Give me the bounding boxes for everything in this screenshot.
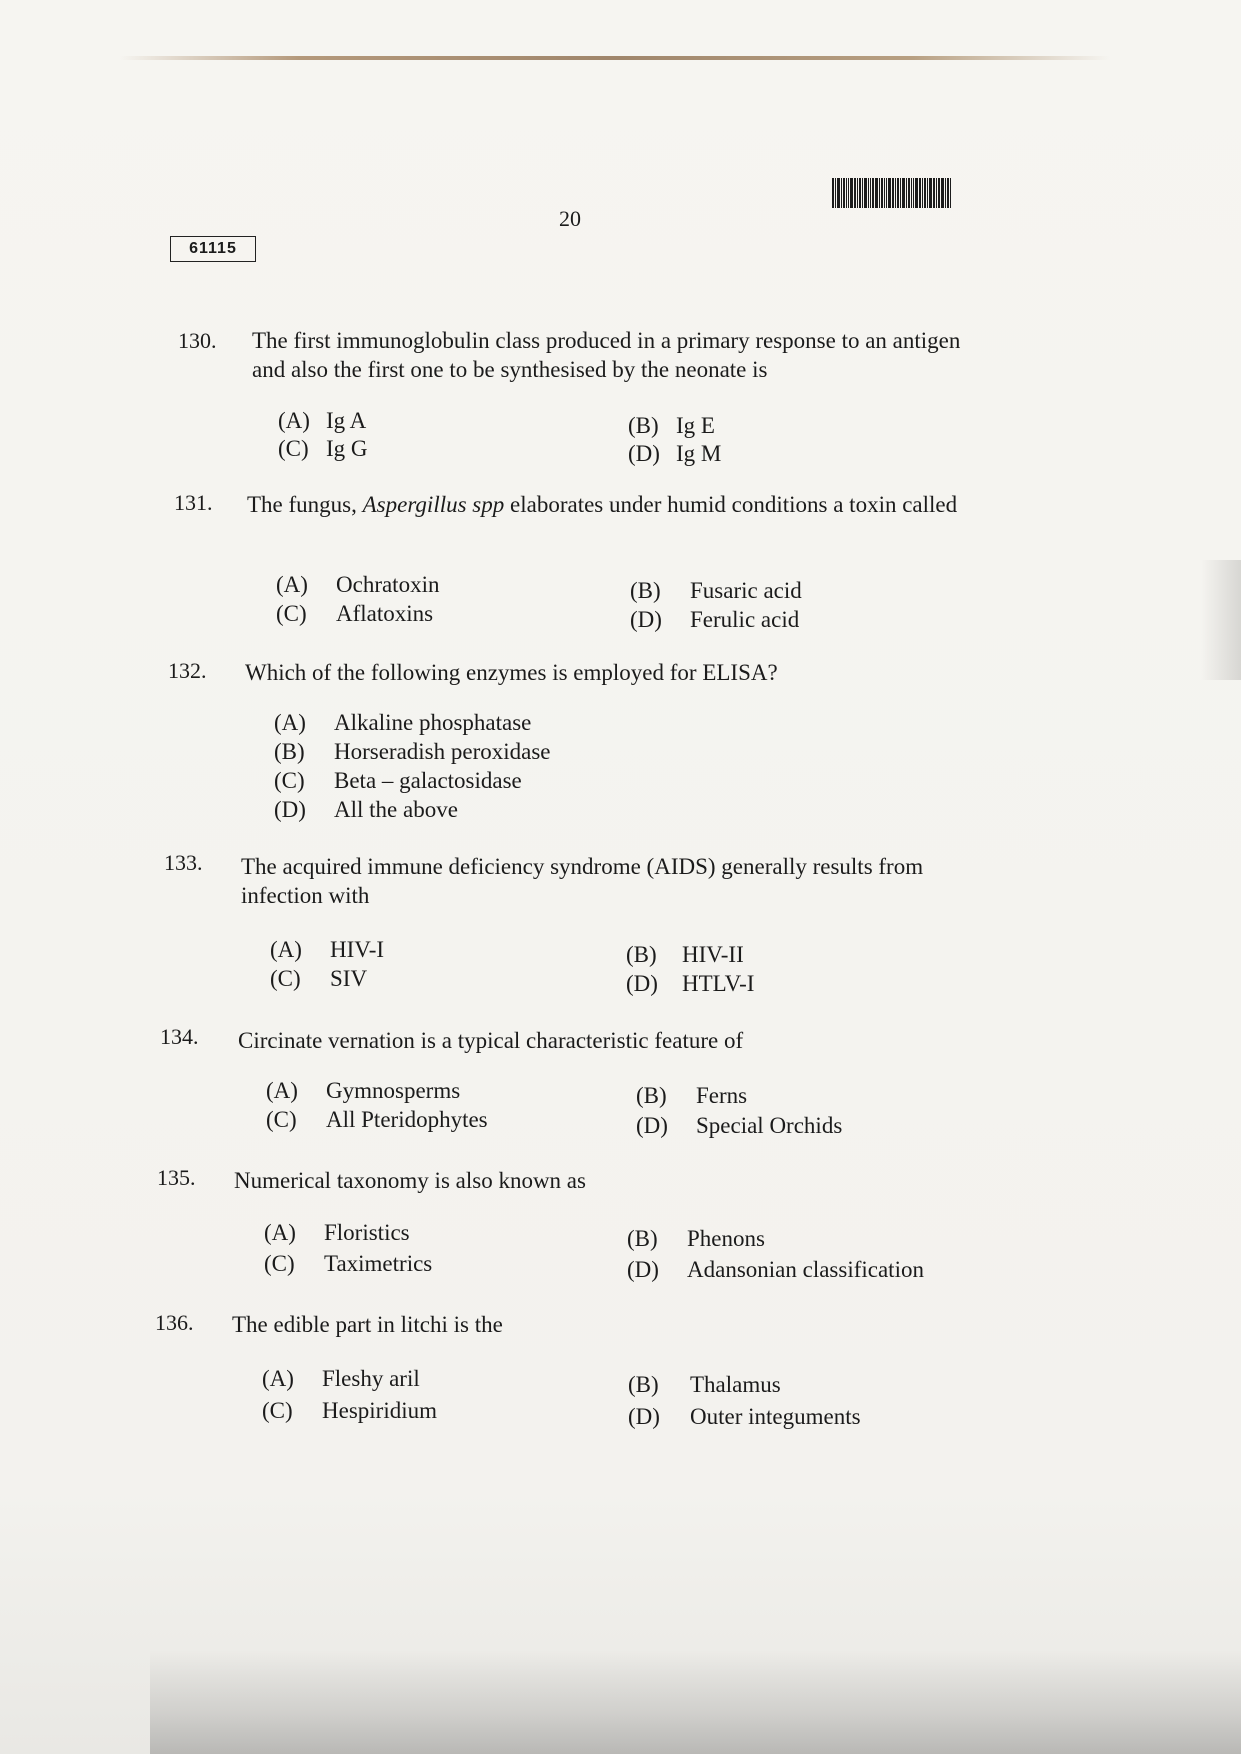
- option-b: [628, 1372, 781, 1398]
- page-number: 20: [559, 206, 581, 231]
- bottom-scan-shadow: [150, 1650, 1241, 1754]
- option-label: (B): [628, 413, 659, 438]
- option-text: Ig A: [326, 408, 367, 433]
- option-a: [278, 408, 366, 434]
- option-c: [278, 436, 368, 462]
- option-label: (C): [276, 601, 307, 626]
- option-text: Horseradish peroxidase: [334, 739, 551, 764]
- option-label: (A): [278, 408, 310, 433]
- option-text: Ochratoxin: [336, 572, 440, 597]
- option-d: [627, 1257, 924, 1283]
- question-text: The fungus, Aspergillus spp elaborates under humid conditions a toxin called: [247, 492, 958, 517]
- option-text: Ig G: [326, 436, 368, 461]
- option-label: (A): [266, 1078, 298, 1103]
- option-text: Phenons: [687, 1226, 765, 1251]
- option-d: [628, 1404, 861, 1430]
- option-label: (A): [276, 572, 308, 597]
- option-label: (B): [626, 942, 657, 967]
- option-label: (D): [628, 441, 660, 466]
- option-b: [630, 578, 802, 604]
- option-d: [626, 971, 754, 997]
- option-text: Taximetrics: [324, 1251, 433, 1276]
- option-label: (C): [266, 1107, 297, 1132]
- option-label: (D): [627, 1257, 659, 1282]
- question-text: Circinate vernation is a typical characteristic feature of: [238, 1028, 744, 1053]
- question-number: 134.: [160, 1024, 199, 1049]
- option-c: [266, 1107, 488, 1133]
- option-c: [276, 601, 433, 627]
- option-label: (C): [262, 1398, 293, 1423]
- option-text: Ferns: [696, 1083, 748, 1108]
- option-text: Thalamus: [690, 1372, 781, 1397]
- species-name: Aspergillus spp: [362, 492, 505, 517]
- option-text: Hespiridium: [322, 1398, 437, 1423]
- option-text: HTLV-I: [682, 971, 755, 996]
- barcode-icon: [832, 178, 988, 208]
- option-b: [626, 942, 744, 968]
- option-label: (C): [278, 436, 309, 461]
- option-label: (C): [264, 1251, 295, 1276]
- option-a: [270, 937, 384, 963]
- option-b: [628, 413, 715, 439]
- option-b: [627, 1226, 765, 1252]
- option-text: Beta – galactosidase: [334, 768, 522, 793]
- option-d: [274, 797, 458, 823]
- option-text: HIV-II: [682, 942, 744, 967]
- option-label: (B): [627, 1226, 658, 1251]
- question-text: The edible part in litchi is the: [232, 1312, 503, 1337]
- option-a: [262, 1366, 420, 1392]
- option-text: Fleshy aril: [322, 1366, 420, 1391]
- option-label: (B): [628, 1372, 659, 1397]
- option-text: Ig E: [676, 413, 715, 438]
- option-d: [628, 441, 721, 467]
- option-text: Gymnosperms: [326, 1078, 461, 1103]
- option-text: Special Orchids: [696, 1113, 843, 1138]
- option-label: (D): [630, 607, 662, 632]
- option-text: SIV: [330, 966, 368, 991]
- option-c: [274, 768, 522, 794]
- option-text: All Pteridophytes: [326, 1107, 488, 1132]
- option-text: Alkaline phosphatase: [334, 710, 532, 735]
- option-text: Aflatoxins: [336, 601, 434, 626]
- paper-code-box: 61115: [170, 236, 256, 262]
- option-label: (D): [628, 1404, 660, 1429]
- page-edge-shadow: [1201, 560, 1241, 680]
- option-a: [276, 572, 439, 598]
- option-label: (A): [262, 1366, 294, 1391]
- option-c: [270, 966, 367, 992]
- question-number: 133.: [164, 850, 203, 875]
- option-label: (C): [274, 768, 305, 793]
- option-d: [636, 1113, 842, 1139]
- option-label: (A): [264, 1220, 296, 1245]
- option-text: Outer integuments: [690, 1404, 861, 1429]
- option-label: (D): [274, 797, 306, 822]
- question-text: Which of the following enzymes is employed for ELISA?: [245, 660, 778, 685]
- option-text: Adansonian classification: [687, 1257, 924, 1282]
- option-text: Floristics: [324, 1220, 410, 1245]
- question-number: 136.: [155, 1310, 194, 1335]
- option-text: HIV-I: [330, 937, 385, 962]
- question-number: 132.: [168, 658, 207, 683]
- question-text: The first immunoglobulin class produced in a primary response to an antigen and also the first one to be synthesised by the neonate is: [252, 328, 961, 382]
- option-a: [264, 1220, 410, 1246]
- option-text: Fusaric acid: [690, 578, 802, 603]
- option-label: (A): [274, 710, 306, 735]
- option-b: [274, 739, 551, 765]
- top-edge-rule: [120, 56, 1110, 60]
- question-number: 130.: [178, 328, 217, 353]
- option-d: [630, 607, 799, 633]
- option-label: (B): [636, 1083, 667, 1108]
- question-number: 131.: [174, 490, 213, 515]
- option-text: Ferulic acid: [690, 607, 800, 632]
- option-label: (B): [630, 578, 661, 603]
- option-label: (D): [626, 971, 658, 996]
- option-label: (B): [274, 739, 305, 764]
- option-text: Ig M: [676, 441, 722, 466]
- option-label: (C): [270, 966, 301, 991]
- option-a: [266, 1078, 460, 1104]
- option-a: [274, 710, 531, 736]
- option-label: (A): [270, 937, 302, 962]
- question-text: Numerical taxonomy is also known as: [234, 1168, 586, 1193]
- question-text: The acquired immune deficiency syndrome (AIDS) generally results from infection with: [241, 854, 924, 908]
- option-c: [262, 1398, 437, 1424]
- option-b: [636, 1083, 747, 1109]
- question-number: 135.: [157, 1165, 196, 1190]
- option-label: (D): [636, 1113, 668, 1138]
- option-text: All the above: [334, 797, 458, 822]
- option-c: [264, 1251, 432, 1277]
